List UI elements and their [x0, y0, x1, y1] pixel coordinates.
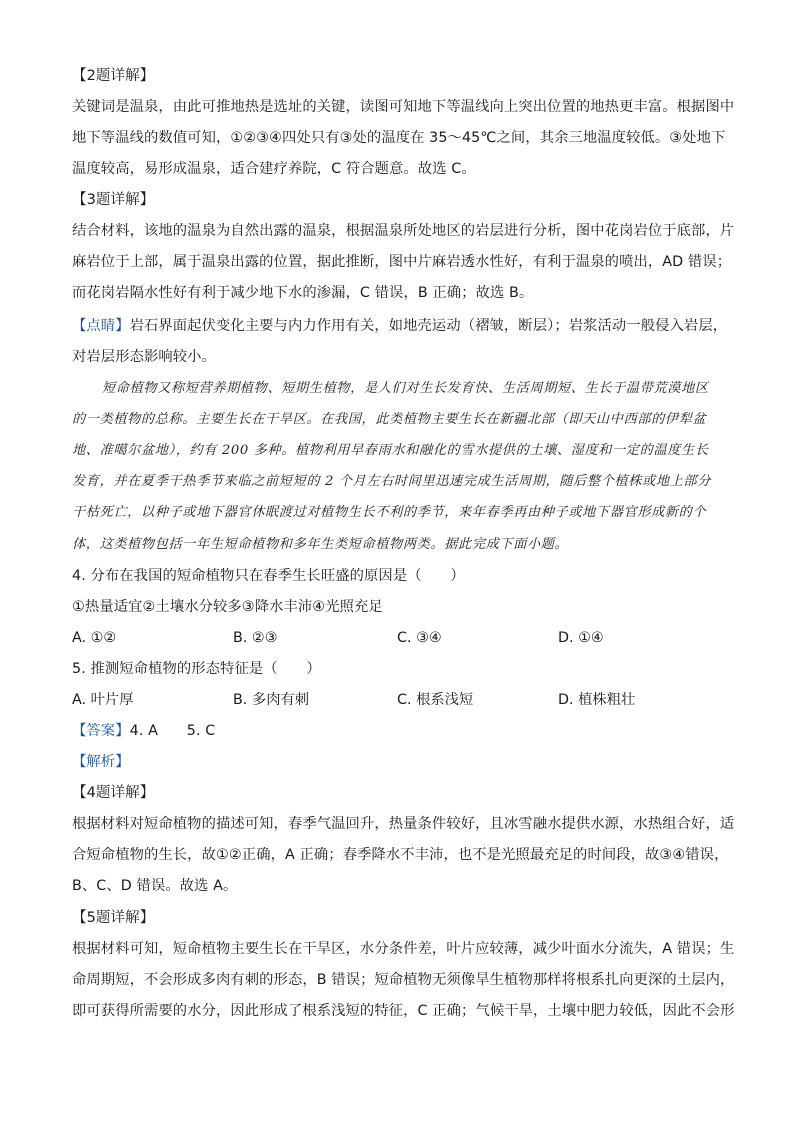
passage-line: 发育，并在夏季干热季节来临之前短短的 2 个月左右时间里迅速完成生活周期，随后整个植株或地上部分: [72, 474, 712, 489]
q2-detail-line: 关键词是温泉，由此可推地热是选址的关键，读图可知地下等温线向上突出位置的地热更丰富。根据图中: [72, 99, 735, 115]
answer-tag: 【答案】: [72, 723, 130, 739]
answer-line: [72, 721, 215, 741]
passage-line: 体，这类植物包括一年生短命植物和多年生类短命植物两类。据此完成下面小题。: [72, 537, 569, 552]
q5-detail-line: 命周期短，不会形成多肉有刺的形态，B 错误；短命植物无须像旱生植物那样将根系扎向更深的土层内，: [72, 972, 735, 988]
q4-option-a: A. ①②: [72, 630, 117, 646]
q3-detail-line: 麻岩位于上部，属于温泉出露的位置，据此推断，图中片麻岩透水性好，有利于温泉的喷出，AD 错误；: [72, 254, 732, 270]
q2-detail-line: 地下等温线的数值可知，①②③④四处只有③处的温度在 35～45℃之间，其余三地温度较低。③处地下: [72, 130, 726, 146]
q4-option-b: B. ②③: [233, 630, 278, 646]
q3-detail-line: 而花岗岩隔水性好有利于减少地下水的渗漏，C 错误，B 正确；故选 B。: [72, 285, 534, 301]
passage-line: 地、准噶尔盆地），约有 200 多种。植物利用早春雨水和融化的雪水提供的土壤、湿度和一定的温度生长: [72, 443, 709, 458]
q5-option-d: D. 植株粗壮: [558, 692, 636, 708]
q4-detail-line: 根据材料对短命植物的描述可知，春季气温回升，热量条件较好，且冰雪融水提供水源，水热组合好，适: [72, 816, 735, 832]
q2-detail-heading: 【2题详解】: [72, 68, 155, 84]
q5-detail-line: 根据材料可知，短命植物主要生长在干旱区，水分条件差，叶片应较薄，减少叶面水分流失，A 错误；生: [72, 941, 735, 957]
q5-option-a: A. 叶片厚: [72, 692, 134, 708]
q4-detail-line: B、C、D 错误。故选 A。: [72, 878, 238, 894]
question-5-stem: 5. 推测短命植物的形态特征是（ ）: [72, 661, 321, 677]
q5-detail-line: 即可获得所需要的水分，因此形成了根系浅短的特征，C 正确；气候干旱，土壤中肥力较低，因此不会形: [72, 1003, 735, 1019]
question-4-items: ①热量适宜②土壤水分较多③降水丰沛④光照充足: [72, 599, 383, 615]
passage-line: 干枯死亡，以种子或地下器官休眠渡过对植物生长不利的季节，来年春季再由种子或地下器官形成新的个: [72, 505, 707, 520]
q3-detail-heading: 【3题详解】: [72, 192, 155, 208]
analysis-tag: 【解析】: [72, 754, 130, 770]
dianjing-tag: 【点睛】: [72, 318, 130, 334]
dianjing-line: 对岩层形态影响较小。: [72, 349, 216, 365]
passage-line: 的一类植物的总称。主要生长在干旱区。在我国，此类植物主要生长在新疆北部（即天山中西部的伊犁盆: [72, 412, 707, 427]
q4-option-d: D. ①④: [558, 630, 604, 646]
question-4-stem: 4. 分布在我国的短命植物只在春季生长旺盛的原因是（ ）: [72, 568, 465, 584]
q3-detail-line: 结合材料，该地的温泉为自然出露的温泉，根据温泉所处地区的岩层进行分析，图中花岗岩位于底部，片: [72, 223, 735, 239]
q5-option-c: C. 根系浅短: [397, 692, 474, 708]
q4-option-c: C. ③④: [397, 630, 442, 646]
q5-option-b: B. 多肉有刺: [233, 692, 310, 708]
dianjing-note: [72, 316, 727, 336]
q5-detail-heading: 【5题详解】: [72, 910, 155, 926]
dianjing-line: 岩石界面起伏变化主要与内力作用有关，如地壳运动（褶皱，断层）；岩浆活动一般侵入岩层，: [129, 318, 728, 334]
q2-detail-line: 温度较高，易形成温泉，适合建疗养院，C 符合题意。故选 C。: [72, 161, 476, 177]
answer-text: 4. A 5. C: [129, 723, 216, 739]
q4-detail-line: 合短命植物的生长，故①②正确，A 正确；春季降水不丰沛，也不是光照最充足的时间段，故③④错误，: [72, 847, 729, 863]
passage-line: 短命植物又称短营养期植物、短期生植物，是人们对生长发育快、生活周期短、生长于温带荒漠地区: [102, 381, 709, 396]
q4-detail-heading: 【4题详解】: [72, 785, 155, 801]
